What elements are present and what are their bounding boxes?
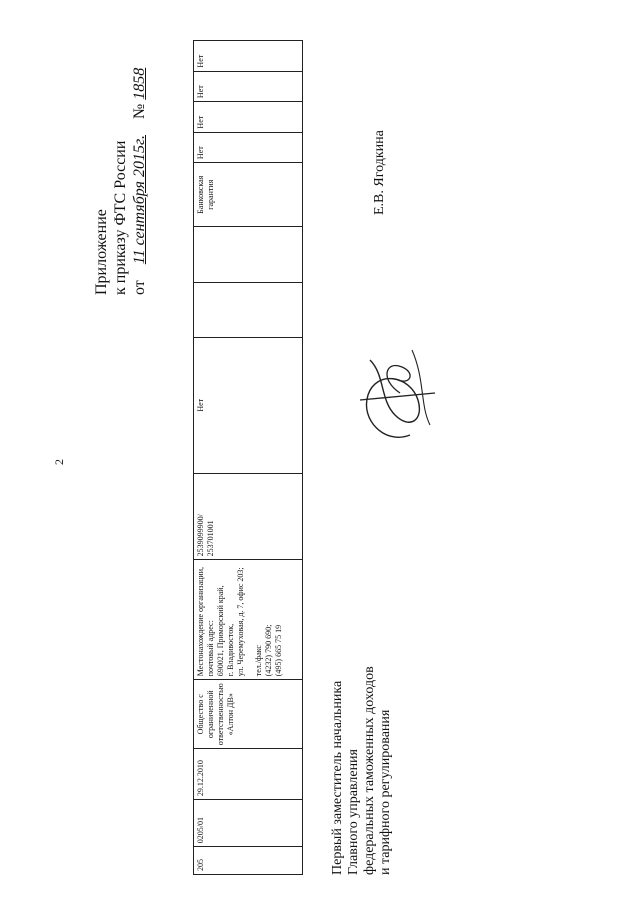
address-line [246, 563, 254, 676]
number-prefix: № [131, 103, 148, 119]
position-line: Главного управления [346, 749, 361, 875]
cell-col14: Нет [194, 41, 303, 72]
appendix-order-ref: к приказу ФТС России [112, 140, 129, 295]
appendix-title: Приложение [93, 209, 110, 295]
cell-date: 29.12.2010 [194, 749, 303, 800]
cell-col9 [194, 227, 303, 282]
address-line: (4232) 790 690; [264, 624, 273, 677]
address-line: почтовый адрес: [206, 620, 215, 677]
cell-reg-number: 0205/01 [194, 800, 303, 847]
order-number: 1858 [131, 67, 148, 100]
registry-table [193, 40, 303, 875]
appendix-date-line [130, 68, 149, 295]
signer-name: Е.В. Ягодкина [372, 130, 387, 215]
date-prefix: от [131, 280, 148, 295]
position-line: Первый заместитель начальника [330, 680, 345, 875]
cell-col13: Нет [194, 71, 303, 102]
position-line: федеральных таможенных доходов [362, 666, 377, 875]
signer-position [330, 666, 394, 875]
cell-num: 205 [194, 847, 303, 875]
handwritten-signature [340, 335, 450, 455]
address-line: ул. Черемуховая, д. 7, офис 203; [236, 567, 245, 677]
cell-org-name: Общество с ограниченной ответственностью «Алтон ДВ» [194, 680, 303, 749]
address-line: г. Владивосток, [226, 623, 235, 677]
cell-col7: Нет [194, 337, 303, 473]
address-line: тел./факс [254, 645, 263, 677]
position-line: и тарифного регулирования [378, 709, 393, 875]
address-line: Местонахождение организации, [196, 567, 205, 677]
cell-guarantee: Банковская гарантия [194, 163, 303, 227]
address-line: (495) 665 75 19 [274, 624, 283, 677]
cell-address [194, 560, 303, 680]
appendix-header [92, 68, 149, 295]
address-line: 690021, Приморский край, [216, 585, 225, 677]
table-row [194, 41, 303, 875]
page-number: 2 [52, 459, 66, 465]
order-date: 11 сентября 2015г. [131, 134, 148, 265]
cell-inn-kpp: 2539099900/ 253701001 [194, 473, 303, 560]
cell-col12: Нет [194, 102, 303, 133]
cell-col11: Нет [194, 132, 303, 163]
cell-col8 [194, 282, 303, 337]
